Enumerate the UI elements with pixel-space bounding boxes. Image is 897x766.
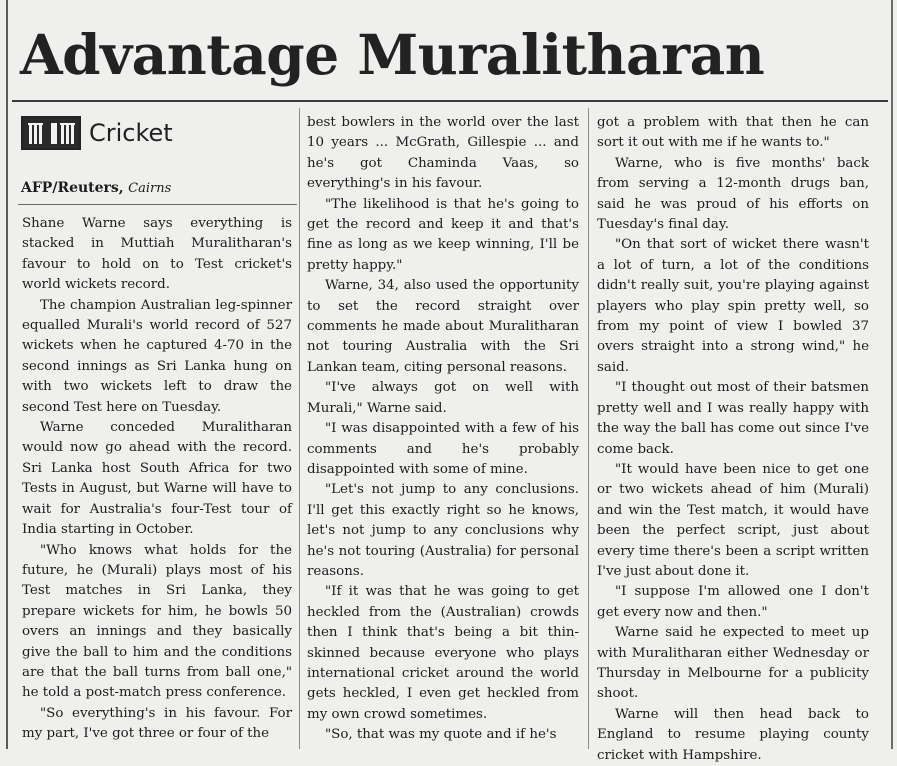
paragraph: The champion Australian leg-spinner equalled Murali's world record of 527 wickets when he captured 4-70 in the second innings as Sri Lanka hung on with two wickets left to draw the second Test here on Tuesday. bbox=[22, 297, 292, 415]
paragraph: "If it was that he was going to get heckled from the (Australian) crowds then I think that's being a bit thin-skinned because everyone who plays international cricket around the world gets heckled, I even get heckled from my own crowd sometimes. bbox=[307, 584, 579, 722]
article-column-1 bbox=[22, 214, 292, 745]
byline-location: Cairns bbox=[128, 181, 172, 196]
article-column-3 bbox=[597, 113, 869, 766]
paragraph: Warne conceded Muralitharan would now go ahead with the record. Sri Lanka host South Africa for two Tests in August, but Warne will have to wait for Australia's four-Test tour of India starting in October. bbox=[22, 420, 292, 538]
column-divider bbox=[588, 108, 589, 749]
paragraph: "So, that was my quote and if he's bbox=[325, 727, 557, 743]
paragraph: "I thought out most of their batsmen pretty well and I was really happy with the way the ball has come out since I've come back. bbox=[597, 380, 869, 457]
paragraph: Warne, who is five months' back from serving a 12-month drugs ban, said he was proud of his efforts on Tuesday's final day. bbox=[597, 155, 869, 233]
right-page-rule bbox=[891, 0, 893, 749]
paragraph: "So everything's in his favour. For my part, I've got three or four of the bbox=[22, 705, 292, 742]
paragraph: "It would have been nice to get one or two wickets ahead of him (Murali) and win the Test match, it would have been the perfect script, just about every time there's been a script written I've just about done it. bbox=[597, 461, 869, 579]
section-label: Cricket bbox=[89, 119, 173, 147]
article-column-2 bbox=[307, 113, 579, 746]
paragraph: best bowlers in the world over the last 10 years ... McGrath, Gillespie ... and he's got Chaminda Vaas, so everything's in his favour. bbox=[307, 115, 579, 192]
left-page-rule bbox=[6, 0, 8, 749]
paragraph: "On that sort of wicket there wasn't a lot of turn, a lot of the conditions didn't really suit, you're playing against players who play spin pretty well, so from my point of view I bowled 37 overs straight into a strong wind," he said. bbox=[597, 237, 869, 375]
paragraph: "I've always got on well with Murali," Warne said. bbox=[307, 380, 579, 416]
paragraph: Warne will then head back to England to resume playing county cricket with Hampshire. bbox=[597, 706, 869, 763]
paragraph: "Let's not jump to any conclusions. I'll get this exactly right so he knows, let's not jump to any conclusions why he's not touring (Australia) for personal reasons. bbox=[307, 482, 579, 579]
headline-rule bbox=[12, 100, 888, 102]
paragraph: "The likelihood is that he's going to get the record and keep it and that's fine as long as we keep winning, I'll be pretty happy." bbox=[307, 196, 579, 273]
paragraph: Warne said he expected to meet up with Muralitharan either Wednesday or Thursday in Melbourne for a publicity shoot. bbox=[597, 625, 869, 702]
byline-source: AFP/Reuters, bbox=[21, 180, 124, 196]
headline: Advantage Muralitharan bbox=[20, 22, 765, 87]
section-tag bbox=[21, 115, 173, 151]
column-divider bbox=[299, 108, 300, 749]
paragraph: "I suppose I'm allowed one I don't get every now and then." bbox=[597, 584, 869, 620]
paragraph: "I was disappointed with a few of his comments and he's probably disappointed with some of mine. bbox=[307, 421, 579, 477]
byline bbox=[21, 176, 296, 200]
paragraph: Shane Warne says everything is stacked in Muttiah Muralitharan's favour to hold on to Test cricket's world wickets record. bbox=[22, 216, 292, 293]
paragraph: "Who knows what holds for the future, he (Murali) plays most of his Test matches in Sri Lanka, they prepare wickets for him, he bowls 50 overs an innings and they basically give the ball to him and the conditions are that the ball turns from ball one," he told a post-match press conference. bbox=[22, 542, 292, 701]
paragraph: Warne, 34, also used the opportunity to set the record straight over comments he made about Muralitharan not touring Australia with the Sri Lankan team, citing personal reasons. bbox=[307, 278, 579, 375]
byline-rule bbox=[18, 204, 297, 205]
paragraph: got a problem with that then he can sort it out with me if he wants to." bbox=[597, 115, 869, 151]
cricket-icon bbox=[21, 116, 81, 150]
